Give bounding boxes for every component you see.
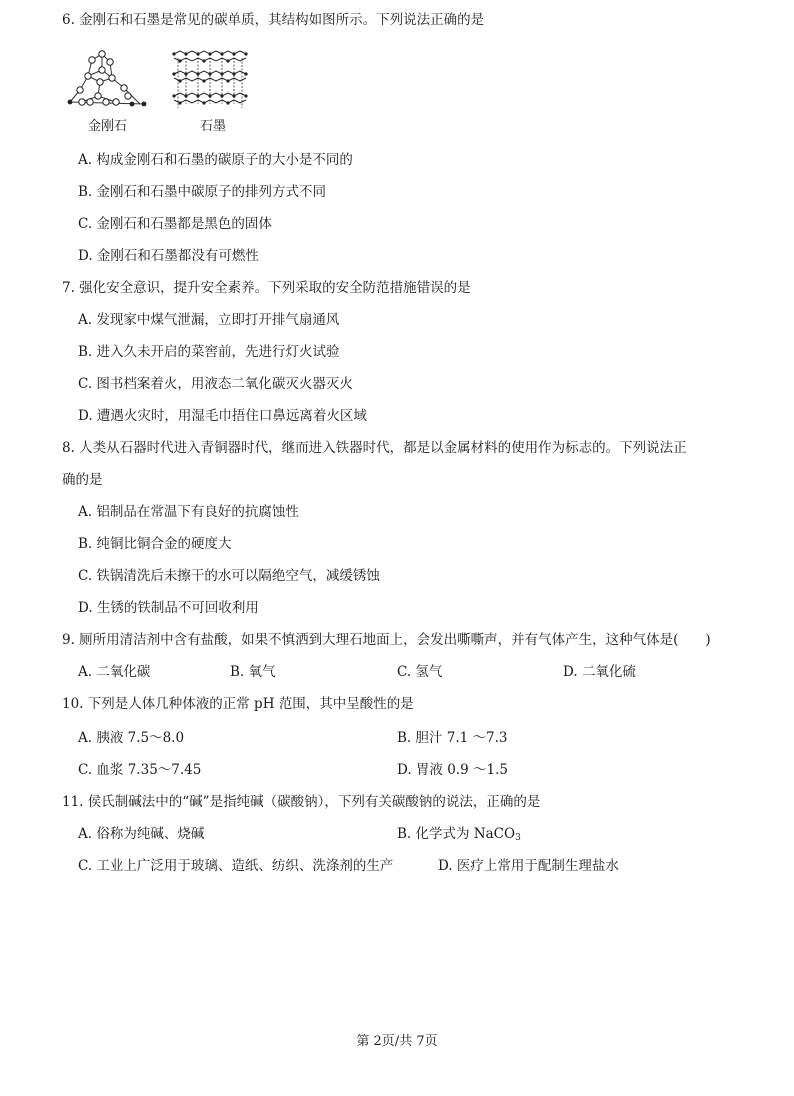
q10-option-c[interactable]: C. 血浆 7.35～7.45 [78, 762, 202, 778]
q11-option-b[interactable] [397, 824, 521, 848]
q11-option-d[interactable]: D. 医疗上常用于配制生理盐水 [438, 858, 619, 874]
question-10-stem: 10. 下列是人体几种体液的正常 pH 范围，其中呈酸性的是 [62, 696, 414, 712]
question-11-stem: 11. 侯氏制碱法中的“碱”是指纯碱（碳酸钠），下列有关碳酸钠的说法，正确的是 [62, 794, 541, 810]
q6-option-b[interactable]: B. 金刚石和石墨中碳原子的排列方式不同 [78, 184, 327, 200]
q9-option-d[interactable]: D. 二氧化硫 [563, 664, 636, 680]
q9-option-c[interactable]: C. 氢气 [397, 664, 443, 680]
question-8-stem-continued: 确的是 [62, 472, 103, 488]
q7-option-b[interactable]: B. 进入久未开启的菜窖前，先进行灯火试验 [78, 344, 340, 360]
q7-option-d[interactable]: D. 遭遇火灾时，用湿毛巾捂住口鼻远离着火区域 [78, 408, 367, 424]
question-9-stem: 9. 厕所用清洁剂中含有盐酸，如果不慎洒到大理石地面上，会发出嘶嘶声，并有气体产生，这种气体是( ) [62, 632, 711, 648]
question-8-stem: 8. 人类从石器时代进入青铜器时代，继而进入铁器时代，都是以金属材料的使用作为标志的。下列说法正 [62, 440, 687, 456]
q7-option-c[interactable]: C. 图书档案着火，用液态二氧化碳灭火器灭火 [78, 376, 353, 392]
q7-option-a[interactable]: A. 发现家中煤气泄漏，立即打开排气扇通风 [78, 312, 340, 328]
q6-option-a[interactable]: A. 构成金刚石和石墨的碳原子的大小是不同的 [78, 152, 353, 168]
q11-option-c[interactable]: C. 工业上广泛用于玻璃、造纸、纺织、洗涤剂的生产 [78, 858, 394, 874]
q11-option-b-subscript: 3 [515, 833, 521, 843]
graphite-structure-figure [170, 48, 250, 112]
diamond-caption: 金刚石 [88, 119, 128, 134]
q6-option-c[interactable]: C. 金刚石和石墨都是黑色的固体 [78, 216, 272, 232]
page-footer: 第 2页/共 7页 [356, 1034, 438, 1049]
q8-option-a[interactable]: A. 铝制品在常温下有良好的抗腐蚀性 [78, 504, 299, 520]
q11-option-a[interactable]: A. 俗称为纯碱、烧碱 [78, 826, 205, 842]
q9-option-a[interactable]: A. 二氧化碳 [78, 664, 151, 680]
question-7-stem: 7. 强化安全意识，提升安全素养。下列采取的安全防范措施错误的是 [62, 280, 471, 296]
q9-option-b[interactable]: B. 氧气 [230, 664, 276, 680]
q10-option-a[interactable]: A. 胰液 7.5～8.0 [78, 730, 185, 746]
q10-option-d[interactable]: D. 胃液 0.9 ～1.5 [397, 762, 508, 778]
q6-option-d[interactable]: D. 金刚石和石墨都没有可燃性 [78, 248, 259, 264]
q8-option-c[interactable]: C. 铁锅清洗后未擦干的水可以隔绝空气，减缓锈蚀 [78, 568, 380, 584]
q8-option-b[interactable]: B. 纯铜比铜合金的硬度大 [78, 536, 232, 552]
q10-option-b[interactable]: B. 胆汁 7.1 ～7.3 [397, 730, 508, 746]
q8-option-d[interactable]: D. 生锈的铁制品不可回收利用 [78, 600, 259, 616]
question-6-stem: 6. 金刚石和石墨是常见的碳单质，其结构如图所示。下列说法正确的是 [62, 12, 485, 28]
q11-option-b-text: B. 化学式为 NaCO [397, 826, 516, 842]
diamond-structure-figure [62, 46, 152, 116]
graphite-caption: 石墨 [200, 119, 227, 134]
